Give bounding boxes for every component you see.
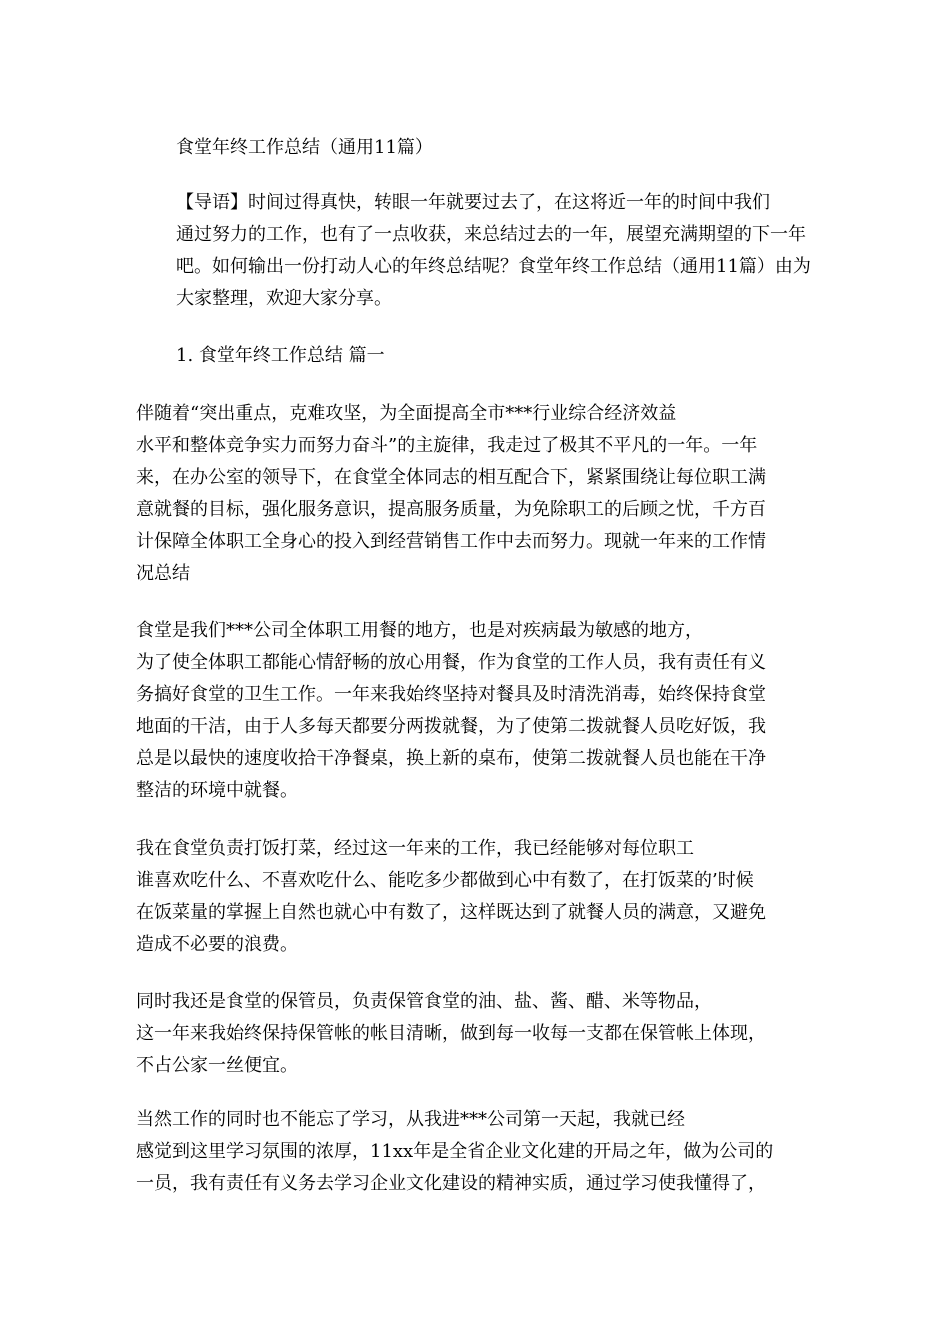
paragraph-line: 造成不必要的浪费。	[136, 934, 298, 955]
paragraph-line: 当然工作的同时也不能忘了学习，从我进***公司第一天起，我就已经	[136, 1109, 685, 1130]
paragraph-line: 不占公家一丝便宜。	[136, 1055, 298, 1076]
body-paragraph-3	[136, 833, 766, 961]
body-paragraph-5	[136, 1104, 773, 1200]
paragraph-line: 同时我还是食堂的保管员，负责保管食堂的油、盐、酱、醋、米等物品，	[136, 991, 712, 1012]
intro-line: 【导语】时间过得真快，转眼一年就要过去了，在这将近一年的时间中我们	[176, 192, 770, 213]
body-paragraph-2	[136, 615, 766, 807]
body-paragraph-1	[136, 398, 766, 590]
paragraph-line: 计保障全体职工全身心的投入到经营销售工作中去而努力。现就一年来的工作情	[136, 531, 766, 552]
intro-line: 通过努力的工作，也有了一点收获，来总结过去的一年，展望充满期望的下一年	[176, 224, 806, 245]
paragraph-line: 一员，我有责任有义务去学习企业文化建设的精神实质，通过学习使我懂得了，	[136, 1173, 766, 1194]
paragraph-line: 总是以最快的速度收拾干净餐桌，换上新的桌布，使第二拨就餐人员也能在干净	[136, 748, 766, 769]
paragraph-line: 我在食堂负责打饭打菜，经过这一年来的工作，我已经能够对每位职工	[136, 838, 694, 859]
document-title: 食堂年终工作总结（通用11篇）	[176, 137, 433, 158]
body-paragraph-4	[136, 986, 766, 1082]
paragraph-line: 水平和整体竞争实力而努力奋斗”的主旋律，我走过了极其不平凡的一年。一年	[136, 435, 758, 456]
paragraph-line: 意就餐的目标，强化服务意识，提高服务质量，为免除职工的后顾之忧，千方百	[136, 499, 766, 520]
paragraph-line: 谁喜欢吃什么、不喜欢吃什么、能吃多少都做到心中有数了，在打饭菜的’时候	[136, 870, 754, 891]
paragraph-line: 伴随着“突出重点，克难攻坚，为全面提高全市***行业综合经济效益	[136, 403, 677, 424]
section-heading: 1. 食堂年终工作总结 篇一	[176, 345, 385, 366]
paragraph-line: 食堂是我们***公司全体职工用餐的地方，也是对疾病最为敏感的地方，	[136, 620, 703, 641]
paragraph-line: 地面的干洁，由于人多每天都要分两拨就餐，为了使第二拨就餐人员吃好饭，我	[136, 716, 766, 737]
intro-paragraph	[176, 187, 811, 315]
paragraph-line: 感觉到这里学习氛围的浓厚，11xx年是全省企业文化建的开局之年，做为公司的	[136, 1141, 774, 1162]
paragraph-line: 为了使全体职工都能心情舒畅的放心用餐，作为食堂的工作人员，我有责任有义	[136, 652, 766, 673]
paragraph-line: 务搞好食堂的卫生工作。一年来我始终坚持对餐具及时清洗消毒，始终保持食堂	[136, 684, 766, 705]
paragraph-line: 况总结	[136, 563, 190, 584]
paragraph-line: 整洁的环境中就餐。	[136, 780, 298, 801]
paragraph-line: 来，在办公室的领导下，在食堂全体同志的相互配合下，紧紧围绕让每位职工满	[136, 467, 766, 488]
intro-line: 大家整理，欢迎大家分享。	[176, 288, 392, 309]
intro-line: 吧。如何输出一份打动人心的年终总结呢？食堂年终工作总结（通用11篇）由为	[176, 256, 811, 277]
paragraph-line: 在饭菜量的掌握上自然也就心中有数了，这样既达到了就餐人员的满意，又避免	[136, 902, 766, 923]
paragraph-line: 这一年来我始终保持保管帐的帐目清晰，做到每一收每一支都在保管帐上体现，	[136, 1023, 766, 1044]
